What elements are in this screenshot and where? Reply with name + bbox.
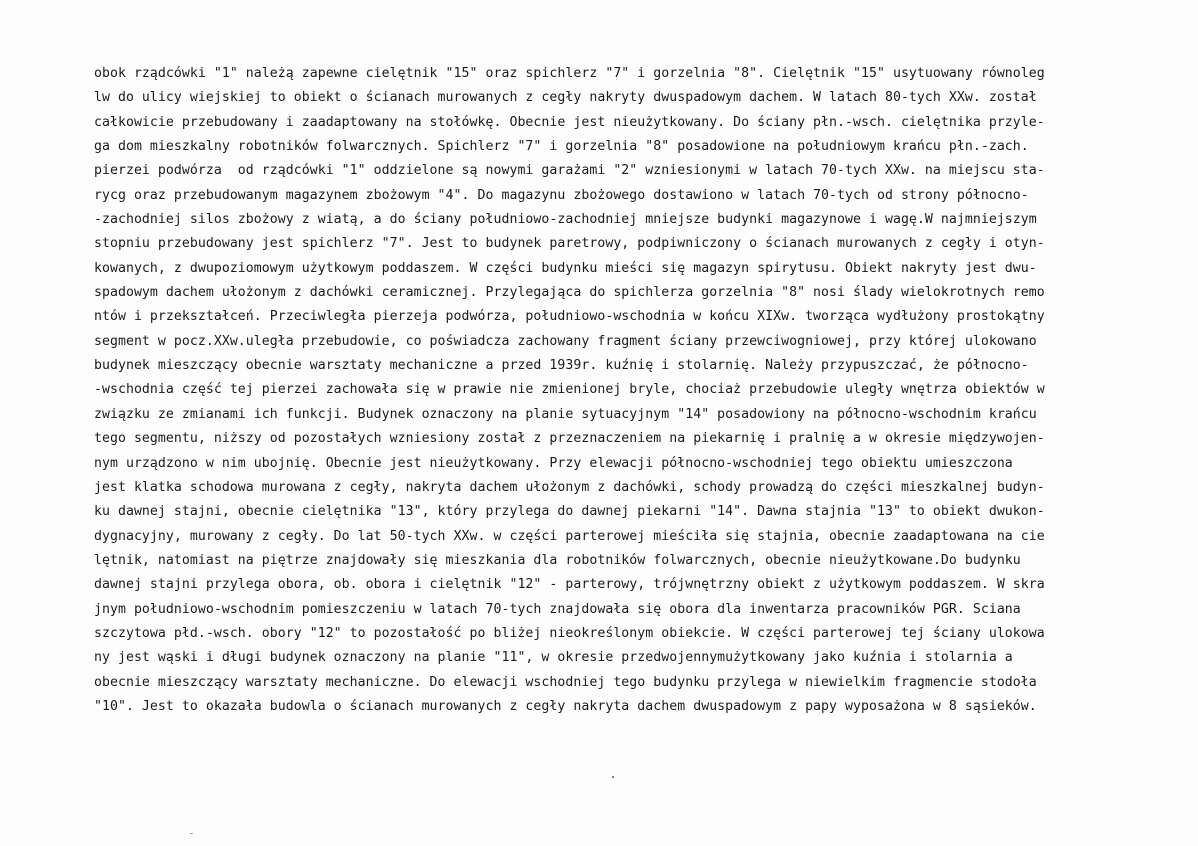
text-line: lw do ulicy wiejskiej to obiekt o ścianach murowanych z cegły nakryty dwuspadowym dachem. W latach 80-tych XXw. został: [94, 90, 1037, 106]
text-line: ntów i przekształceń. Przeciwległa pierzeja podwórza, południowo-wschodnia w końcu XIXw. tworząca wydłużony prostokątny: [94, 309, 1045, 325]
text-line: -wschodnia część tej pierzei zachowała się w prawie nie zmienionej bryle, chociaż przebudowie uległy wnętrza obiektów w: [94, 382, 1045, 398]
text-line: ny jest wąski i długi budynek oznaczony na planie "11", w okresie przedwojennymużytkowany jako kuźnia i stolarnia a: [94, 650, 1013, 666]
text-line: pierzei podwórza od rządcówki "1" oddzielone są nowymi garażami "2" wzniesionymi w latach 70-tych XXw. na miejscu sta-: [94, 163, 1045, 179]
text-line: dawnej stajni przylega obora, ob. obora i cielętnik "12" - parterowy, trójwnętrzny obiekt z użytkowym poddaszem. W skra: [94, 577, 1045, 593]
text-line: ga dom mieszkalny robotników folwarcznych. Spichlerz "7" i gorzelnia "8" posadowione na południowym krańcu płn.-zach.: [94, 139, 1029, 155]
text-line: stopniu przebudowany jest spichlerz "7". Jest to budynek paretrowy, podpiwniczony o ścianach murowanych z cegły i otyn-: [94, 236, 1045, 252]
text-line: tego segmentu, niższy od pozostałych wzniesiony został z przeznaczeniem na piekarnię i pralnię a w okresie międzywojen-: [94, 431, 1045, 447]
text-line: segment w pocz.XXw.uległa przebudowie, co poświadcza zachowany fragment ściany przewciwogniowej, przy której ulokowano: [94, 333, 1037, 349]
text-line: obecnie mieszczący warsztaty mechaniczne. Do elewacji wschodniej tego budynku przylega w niewielkim fragmencie stodoła: [94, 674, 1037, 690]
text-line: szczytowa płd.-wsch. obory "12" to pozostałość po bliżej nieokreślonym obiekcie. W części parterowej tej ściany ulokowa: [94, 625, 1045, 641]
text-line: ku dawnej stajni, obecnie cielętnika "13", który przylega do dawnej piekarni "14". Dawna stajnia "13" to obiekt dwukon-: [94, 504, 1045, 520]
text-line: spadowym dachem ułożonym z dachówki ceramicznej. Przylegająca do spichlerza gorzelnia "8" nosi ślady wielokrotnych remo: [94, 285, 1045, 301]
text-line: dygnacyjny, murowany z cegły. Do lat 50-tych XXw. w części parterowej mieściła się stajnia, obecnie zaadaptowana na cie: [94, 528, 1045, 544]
text-line: kowanych, z dwupoziomowym użytkowym poddaszem. W części budynku mieści się magazyn spirytusu. Obiekt nakryty jest dwu-: [94, 260, 1037, 276]
text-line: rycg oraz przebudowanym magazynem zbożowym "4". Do magazynu zbożowego dostawiono w latach 70-tych od strony północno-: [94, 187, 1029, 203]
text-line: jest klatka schodowa murowana z cegły, nakryta dachem ułożonym z dachówki, schody prowadzą do części mieszkalnej budyn-: [94, 479, 1045, 495]
text-line: związku ze zmianami ich funkcji. Budynek oznaczony na planie sytuacyjnym "14" posadowiony na północno-wschodnim krańcu: [94, 406, 1037, 422]
text-line: "10". Jest to okazała budowla o ścianach murowanych z cegły nakryta dachem dwuspadowym z papy wyposażona w 8 sąsieków.: [94, 698, 1037, 714]
text-line: całkowicie przebudowany i zaadaptowany na stołówkę. Obecnie jest nieużytkowany. Do ściany płn.-wsch. cielętnika przyle-: [94, 114, 1045, 130]
scan-speck: [612, 776, 614, 778]
text-line: nym urządzono w nim ubojnię. Obecnie jest nieużytkowany. Przy elewacji północno-wschodniej tego obiektu umieszczona: [94, 455, 1013, 471]
text-line: lętnik, natomiast na piętrze znajdowały się mieszkania dla robotników folwarcznych, obecnie nieużytkowane.Do budynku: [94, 552, 1021, 568]
typewritten-text: [94, 62, 1114, 719]
text-line: jnym południowo-wschodnim pomieszczeniu w latach 70-tych znajdowała się obora dla inwentarza pracowników PGR. Sciana: [94, 601, 1021, 617]
text-line: obok rządcówki "1" należą zapewne cielętnik "15" oraz spichlerz "7" i gorzelnia "8". Cielętnik "15" usytuowany równoleg: [94, 66, 1045, 81]
text-line: budynek mieszczący obecnie warsztaty mechaniczne a przed 1939r. kuźnię i stolarnię. Należy przypuszczać, że północno-: [94, 358, 1029, 374]
scan-speck: [190, 833, 193, 834]
text-line: -zachodniej silos zbożowy z wiatą, a do ściany południowo-zachodniej mniejsze budynki magazynowe i wagę.W najmniejszym: [94, 212, 1037, 228]
